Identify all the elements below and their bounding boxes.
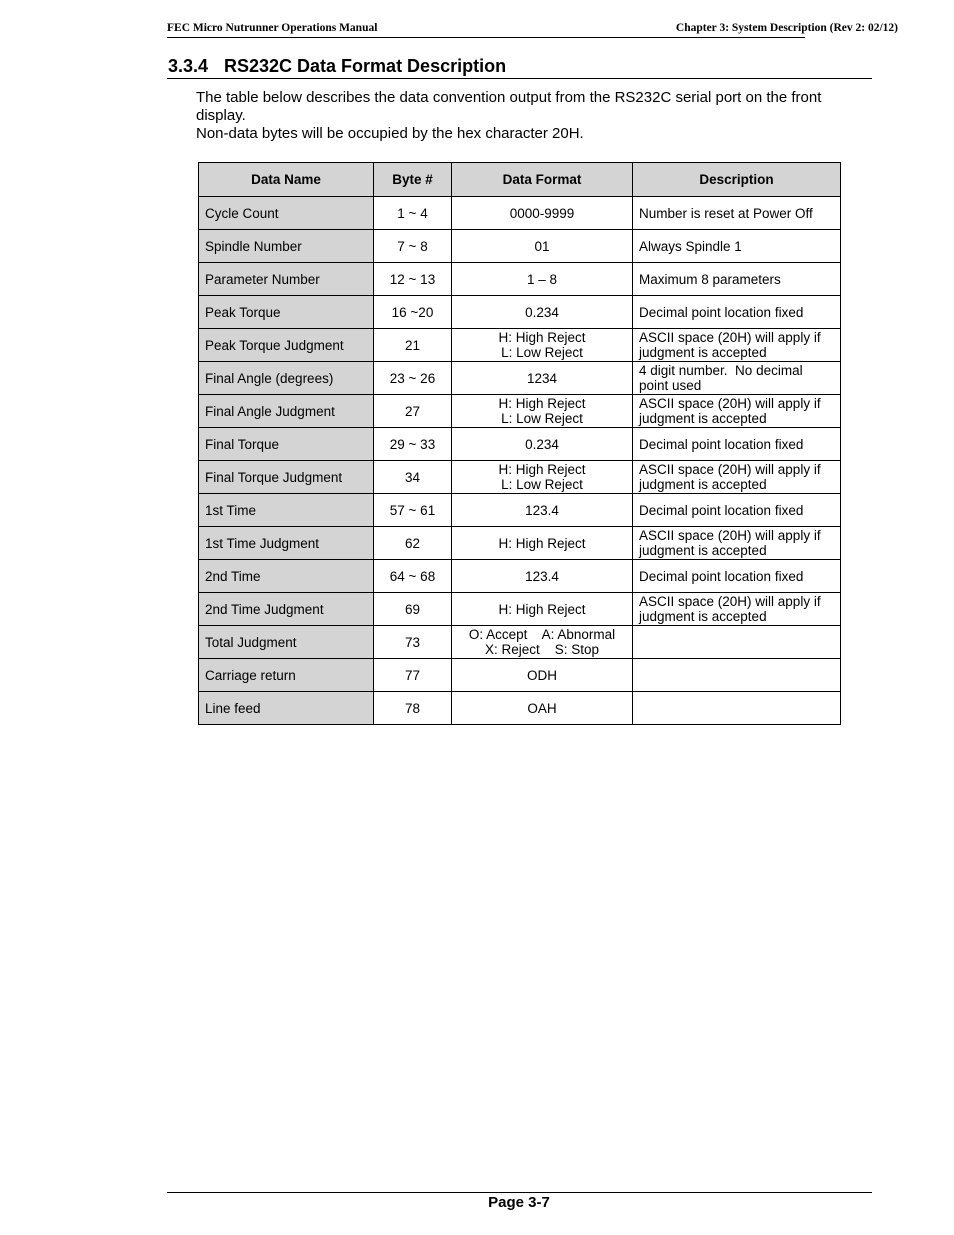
cell-data-format <box>452 230 633 263</box>
format-line: 0.234 <box>525 304 559 320</box>
description-line: Decimal point location fixed <box>639 568 804 584</box>
format-line: X: Reject S: Stop <box>484 642 600 657</box>
format-line: 1 – 8 <box>526 271 558 287</box>
format-line: L: Low Reject <box>501 411 583 426</box>
intro-paragraph-1: The table below describes the data convention output from the RS232C serial port on the front display. <box>196 89 822 124</box>
manual-title: FEC Micro Nutrunner Operations Manual <box>167 22 378 34</box>
format-line: 1234 <box>526 370 558 386</box>
cell-data-format <box>452 296 633 329</box>
cell-data-format <box>452 428 633 461</box>
col-header-data-name: Data Name <box>199 163 374 197</box>
page-header <box>167 22 898 36</box>
table-row <box>199 626 841 659</box>
cell-byte: 16 ~20 <box>374 296 452 329</box>
cell-byte: 23 ~ 26 <box>374 362 452 395</box>
table-row <box>199 329 841 362</box>
cell-byte: 1 ~ 4 <box>374 197 452 230</box>
cell-data-format <box>452 263 633 296</box>
cell-data-name: Line feed <box>199 692 374 725</box>
cell-data-name: 1st Time <box>199 494 374 527</box>
col-header-description: Description <box>633 163 841 197</box>
cell-description <box>633 230 841 263</box>
cell-description <box>633 395 841 428</box>
description-line: Decimal point location fixed <box>639 502 804 518</box>
description-line: ASCII space (20H) will apply if <box>639 528 821 543</box>
description-line: judgment is accepted <box>639 411 767 426</box>
table-row <box>199 692 841 725</box>
format-line: H: High Reject <box>498 396 586 411</box>
intro-text <box>196 89 866 143</box>
cell-data-format <box>452 362 633 395</box>
cell-description <box>633 428 841 461</box>
cell-description <box>633 560 841 593</box>
cell-data-name: Spindle Number <box>199 230 374 263</box>
table-row <box>199 296 841 329</box>
cell-byte: 12 ~ 13 <box>374 263 452 296</box>
format-line: 0.234 <box>525 436 559 452</box>
cell-byte: 27 <box>374 395 452 428</box>
cell-data-name: Cycle Count <box>199 197 374 230</box>
cell-data-name: Total Judgment <box>199 626 374 659</box>
format-line: O: Accept A: Abnormal <box>468 627 616 642</box>
table-row <box>199 659 841 692</box>
cell-description <box>633 263 841 296</box>
cell-byte: 62 <box>374 527 452 560</box>
cell-description <box>633 329 841 362</box>
table-row <box>199 593 841 626</box>
description-line: Maximum 8 parameters <box>639 271 781 287</box>
cell-data-name: Final Torque Judgment <box>199 461 374 494</box>
cell-byte: 21 <box>374 329 452 362</box>
table-row <box>199 230 841 263</box>
cell-data-format <box>452 395 633 428</box>
col-header-byte: Byte # <box>374 163 452 197</box>
format-line: H: High Reject <box>498 601 586 617</box>
format-line: 123.4 <box>525 568 559 584</box>
table-row <box>199 461 841 494</box>
format-line: 01 <box>534 238 550 254</box>
cell-data-name: Parameter Number <box>199 263 374 296</box>
format-line: H: High Reject <box>498 535 586 551</box>
section-number: 3.3.4 <box>168 56 209 76</box>
cell-description <box>633 626 841 659</box>
description-line: ASCII space (20H) will apply if <box>639 594 821 609</box>
cell-data-name: 2nd Time <box>199 560 374 593</box>
description-line: 4 digit number. No decimal <box>639 363 803 378</box>
cell-byte: 29 ~ 33 <box>374 428 452 461</box>
cell-data-format <box>452 527 633 560</box>
cell-data-name: 2nd Time Judgment <box>199 593 374 626</box>
table-row <box>199 428 841 461</box>
table-row <box>199 527 841 560</box>
page-number: Page 3-7 <box>488 1194 550 1211</box>
cell-data-name: Peak Torque Judgment <box>199 329 374 362</box>
format-line: OAH <box>527 700 557 716</box>
chapter-title: Chapter 3: System Description (Rev 2: 02/12) <box>675 22 898 34</box>
cell-description <box>633 461 841 494</box>
col-header-data-format: Data Format <box>452 163 633 197</box>
cell-description <box>633 593 841 626</box>
description-line: point used <box>639 378 702 393</box>
cell-data-format <box>452 461 633 494</box>
format-line: L: Low Reject <box>501 477 583 492</box>
cell-data-format <box>452 593 633 626</box>
cell-data-name: Final Angle (degrees) <box>199 362 374 395</box>
description-line: Always Spindle 1 <box>639 238 742 254</box>
table-row <box>199 395 841 428</box>
description-line: Number is reset at Power Off <box>639 205 813 221</box>
table-row <box>199 560 841 593</box>
section-title: RS232C Data Format Description <box>224 56 507 76</box>
cell-data-format <box>452 197 633 230</box>
table-row <box>199 494 841 527</box>
cell-description <box>633 494 841 527</box>
format-line: L: Low Reject <box>501 345 583 360</box>
description-line: ASCII space (20H) will apply if <box>639 396 821 411</box>
section-rule <box>167 78 872 79</box>
description-line: ASCII space (20H) will apply if <box>639 330 821 345</box>
description-line: Decimal point location fixed <box>639 436 804 452</box>
footer-rule <box>167 1192 872 1193</box>
section-heading <box>168 56 506 77</box>
format-line: 123.4 <box>525 502 559 518</box>
header-rule <box>167 37 805 38</box>
description-line: judgment is accepted <box>639 477 767 492</box>
cell-data-format <box>452 560 633 593</box>
cell-data-format <box>452 626 633 659</box>
table-header-row <box>199 163 841 197</box>
cell-data-name: Peak Torque <box>199 296 374 329</box>
cell-description <box>633 296 841 329</box>
table-row <box>199 197 841 230</box>
cell-byte: 64 ~ 68 <box>374 560 452 593</box>
table-row <box>199 362 841 395</box>
cell-data-name: Final Torque <box>199 428 374 461</box>
cell-data-format <box>452 659 633 692</box>
cell-byte: 7 ~ 8 <box>374 230 452 263</box>
intro-paragraph-2: Non-data bytes will be occupied by the hex character 20H. <box>196 125 584 142</box>
description-line: ASCII space (20H) will apply if <box>639 462 821 477</box>
cell-byte: 73 <box>374 626 452 659</box>
format-line: ODH <box>527 667 557 683</box>
cell-byte: 34 <box>374 461 452 494</box>
cell-description <box>633 197 841 230</box>
description-line: judgment is accepted <box>639 609 767 624</box>
table-row <box>199 263 841 296</box>
cell-byte: 57 ~ 61 <box>374 494 452 527</box>
cell-byte: 78 <box>374 692 452 725</box>
cell-data-format <box>452 692 633 725</box>
cell-data-name: 1st Time Judgment <box>199 527 374 560</box>
cell-byte: 77 <box>374 659 452 692</box>
format-line: H: High Reject <box>498 330 586 345</box>
data-format-table <box>198 162 841 725</box>
cell-data-name: Carriage return <box>199 659 374 692</box>
cell-data-name: Final Angle Judgment <box>199 395 374 428</box>
cell-byte: 69 <box>374 593 452 626</box>
cell-data-format <box>452 329 633 362</box>
cell-data-format <box>452 494 633 527</box>
description-line: judgment is accepted <box>639 543 767 558</box>
format-line: 0000-9999 <box>509 205 575 221</box>
cell-description <box>633 362 841 395</box>
cell-description <box>633 692 841 725</box>
cell-description <box>633 527 841 560</box>
description-line: Decimal point location fixed <box>639 304 804 320</box>
format-line: H: High Reject <box>498 462 586 477</box>
cell-description <box>633 659 841 692</box>
description-line: judgment is accepted <box>639 345 767 360</box>
